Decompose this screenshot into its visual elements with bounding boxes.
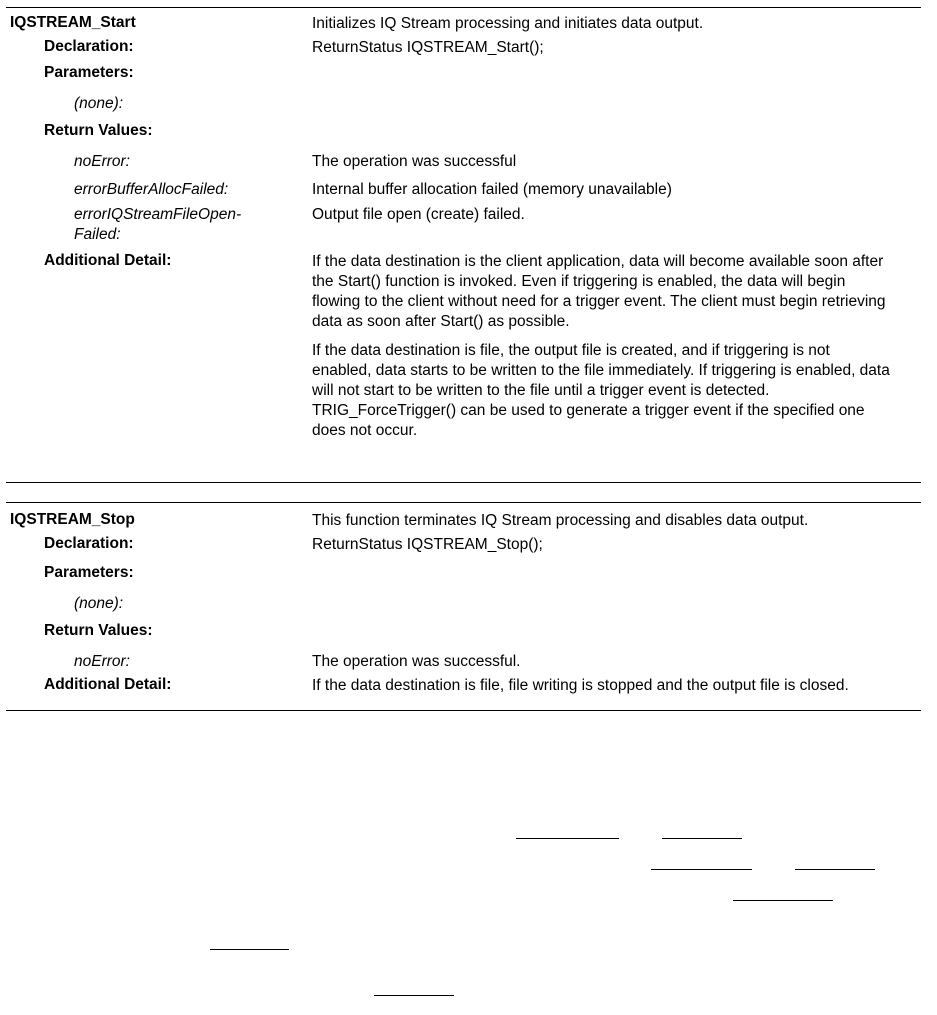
function-summary: This function terminates IQ Stream processing and disables data output. <box>312 512 809 529</box>
parameters-label: Parameters: <box>44 64 134 81</box>
return-values-label: Return Values: <box>44 122 153 139</box>
additional-detail-row <box>10 676 920 700</box>
return-desc: The operation was successful. <box>312 653 521 670</box>
declaration-text: ReturnStatus IQSTREAM_Stop(); <box>312 536 543 553</box>
return-values-row <box>10 122 920 152</box>
additional-detail-text: If the data destination is file, file writing is stopped and the output file is closed. <box>312 677 849 694</box>
function-header-row <box>10 14 920 38</box>
declaration-row <box>10 535 920 564</box>
blank-underline <box>210 949 289 950</box>
blank-underline <box>374 995 454 996</box>
parameters-label: Parameters: <box>44 564 134 581</box>
function-block-stop <box>10 511 920 700</box>
return-name: noError: <box>74 653 130 670</box>
param-none: (none): <box>74 595 124 612</box>
declaration-label: Declaration: <box>44 535 134 552</box>
bottom-rule-start <box>6 482 921 483</box>
detail-paragraph: If the data destination is file, the output file is created, and if triggering is not enabled, data starts to be written to the file immediately. If triggering is enabled, data will not start to be written to the file until a trigger event is detected. TRIG_ForceTrigger() can be used to generate a trigger event if the specified one does not occur. <box>312 342 890 439</box>
return-row <box>10 180 920 205</box>
function-name: IQSTREAM_Stop <box>10 511 135 528</box>
return-name: errorIQStreamFileOpen-Failed: <box>74 206 242 243</box>
blank-underline <box>651 869 752 870</box>
additional-detail-row <box>10 252 920 452</box>
return-values-row <box>10 622 920 652</box>
function-name: IQSTREAM_Start <box>10 14 136 31</box>
declaration-text: ReturnStatus IQSTREAM_Start(); <box>312 39 544 56</box>
function-header-row <box>10 511 920 535</box>
param-none: (none): <box>74 95 124 112</box>
return-row <box>10 152 920 180</box>
parameters-row <box>10 564 920 594</box>
declaration-label: Declaration: <box>44 38 134 55</box>
return-desc: The operation was successful <box>312 153 517 170</box>
return-row <box>10 652 920 676</box>
top-rule-start <box>6 7 921 8</box>
return-name: noError: <box>74 153 130 170</box>
param-none-row <box>10 594 920 622</box>
return-desc: Internal buffer allocation failed (memory unavailable) <box>312 181 672 198</box>
bottom-rule-stop <box>6 710 921 711</box>
detail-paragraph: If the data destination is the client application, data will become available soon after the Start() function is invoked. Even if triggering is enabled, the data will begin flowing to the client without need for a trigger event. The client must begin retrieving data as soon after Start() as possible. <box>312 253 886 330</box>
blank-underline <box>516 838 619 839</box>
return-desc: Output file open (create) failed. <box>312 206 525 223</box>
function-summary: Initializes IQ Stream processing and initiates data output. <box>312 15 704 32</box>
return-row <box>10 205 920 252</box>
return-name: errorBufferAllocFailed: <box>74 181 229 198</box>
parameters-row <box>10 64 920 94</box>
blank-underline <box>662 838 742 839</box>
additional-detail-label: Additional Detail: <box>44 252 172 269</box>
declaration-row <box>10 38 920 64</box>
top-rule-stop <box>6 502 921 503</box>
additional-detail-text <box>312 252 892 441</box>
return-values-label: Return Values: <box>44 622 153 639</box>
blank-underline <box>795 869 875 870</box>
blank-underline <box>733 900 833 901</box>
function-block-start <box>10 14 920 452</box>
param-none-row <box>10 94 920 122</box>
additional-detail-label: Additional Detail: <box>44 676 172 693</box>
